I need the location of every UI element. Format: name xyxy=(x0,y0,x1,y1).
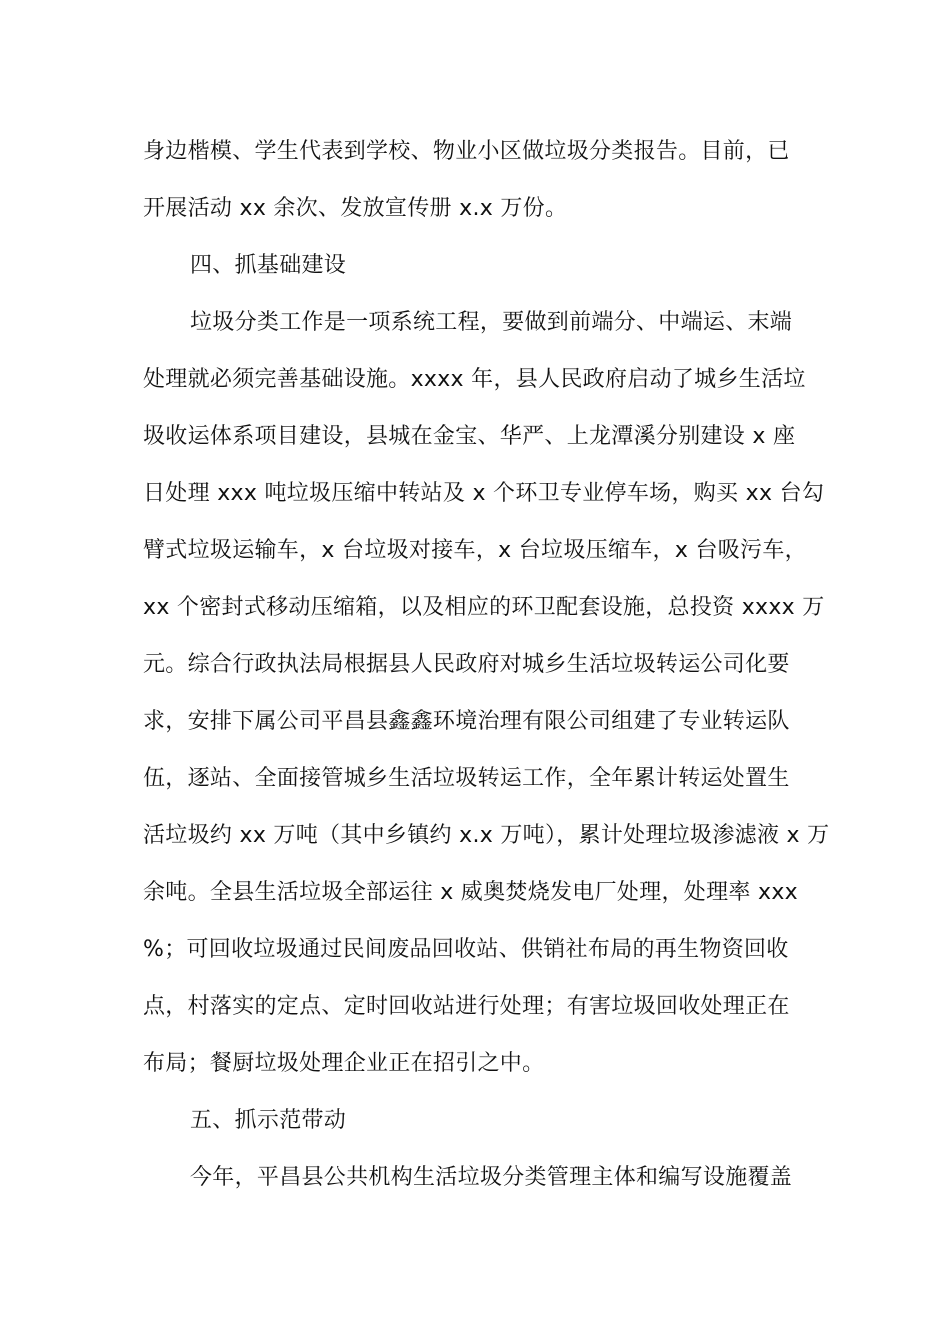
paragraph-line: 垃圾分类工作是一项系统工程，要做到前端分、中端运、末端 xyxy=(190,310,793,335)
paragraph-line: 伍，逐站、全面接管城乡生活垃圾转运工作，全年累计转运处置生 xyxy=(143,766,790,791)
paragraph-line: 元。综合行政执法局根据县人民政府对城乡生活垃圾转运公司化要 xyxy=(143,652,790,677)
paragraph-line: 今年，平昌县公共机构生活垃圾分类管理主体和编写设施覆盖 xyxy=(190,1165,793,1190)
paragraph-line: 活垃圾约 xx 万吨（其中乡镇约 x.x 万吨），累计处理垃圾渗滤液 x 万 xyxy=(143,823,830,848)
paragraph-line: 余吨。全县生活垃圾全部运往 x 威奥焚烧发电厂处理，处理率 xxx xyxy=(143,880,798,905)
paragraph-line: 日处理 xxx 吨垃圾压缩中转站及 x 个环卫专业停车场，购买 xx 台勾 xyxy=(143,481,825,506)
paragraph-line: 布局；餐厨垃圾处理企业正在招引之中。 xyxy=(143,1051,545,1076)
paragraph-line: 身边楷模、学生代表到学校、物业小区做垃圾分类报告。目前，已 xyxy=(143,139,790,164)
paragraph-line: xx 个密封式移动压缩箱，以及相应的环卫配套设施，总投资 xxxx 万 xyxy=(143,595,825,620)
paragraph-line: %；可回收垃圾通过民间废品回收站、供销社布局的再生物资回收 xyxy=(143,937,789,962)
paragraph-line: 圾收运体系项目建设，县城在金宝、华严、上龙潭溪分别建设 x 座 xyxy=(143,424,796,449)
paragraph-line: 处理就必须完善基础设施。xxxx 年，县人民政府启动了城乡生活垃 xyxy=(143,367,806,392)
paragraph-line: 求，安排下属公司平昌县鑫鑫环境治理有限公司组建了专业转运队 xyxy=(143,709,790,734)
paragraph-line: 臂式垃圾运输车，x 台垃圾对接车，x 台垃圾压缩车，x 台吸污车， xyxy=(143,538,807,563)
paragraph-line: 开展活动 xx 余次、发放宣传册 x.x 万份。 xyxy=(143,196,568,221)
section-heading: 四、抓基础建设 xyxy=(190,253,347,278)
section-heading: 五、抓示范带动 xyxy=(190,1108,347,1133)
paragraph-line: 点，村落实的定点、定时回收站进行处理；有害垃圾回收处理正在 xyxy=(143,994,790,1019)
